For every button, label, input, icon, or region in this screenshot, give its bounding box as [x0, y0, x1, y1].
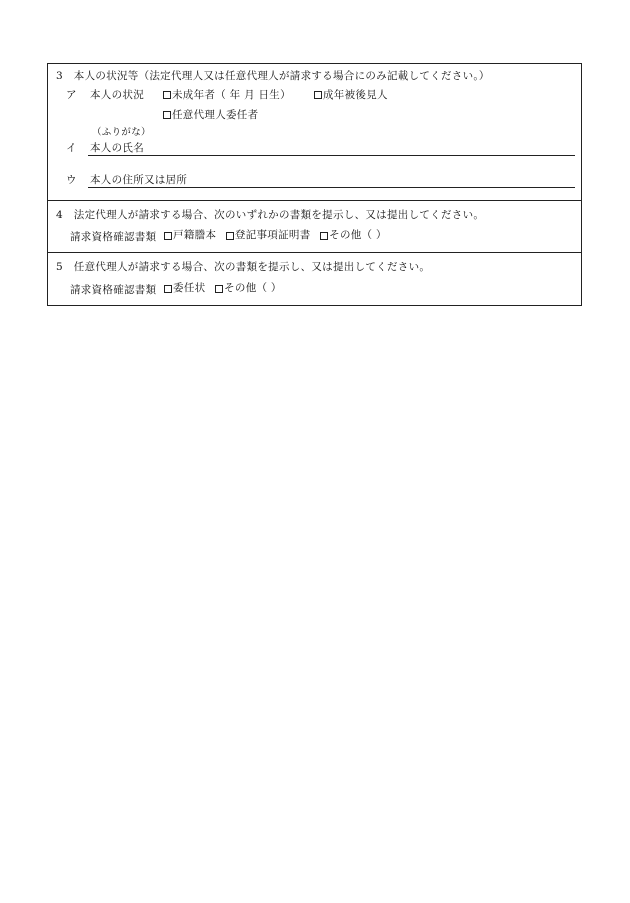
option-power-of-attorney[interactable] [164, 282, 205, 295]
checkbox-registry-certificate[interactable] [226, 232, 234, 240]
option-minor-label: 未成年者（ 年 月 日生） [172, 89, 291, 101]
furigana-label: （ふりがな） [92, 127, 151, 138]
section-5 [48, 252, 581, 305]
option-power-of-attorney-label: 委任状 [173, 282, 206, 294]
option-adult-ward[interactable] [314, 89, 388, 102]
checkbox-power-of-attorney[interactable] [164, 285, 172, 293]
option-family-register-label: 戸籍謄本 [173, 229, 217, 241]
option-principal[interactable] [163, 109, 258, 122]
checkbox-family-register[interactable] [164, 232, 172, 240]
item-a-marker: ア [66, 89, 77, 101]
option-adult-ward-label: 成年被後見人 [323, 89, 388, 101]
option-other-5-label: その他（ ） [224, 282, 282, 294]
option-minor[interactable] [163, 89, 291, 102]
section-3-heading: 3 本人の状況等（法定代理人又は任意代理人が請求する場合にのみ記載してください。） [56, 70, 490, 82]
option-registry-certificate[interactable] [226, 229, 311, 242]
option-registry-certificate-label: 登記事項証明書 [234, 229, 311, 241]
section-3 [48, 64, 581, 200]
option-principal-label: 任意代理人委任者 [172, 109, 259, 121]
checkbox-adult-ward[interactable] [314, 91, 322, 99]
name-field-line[interactable] [88, 155, 575, 156]
checkbox-principal[interactable] [163, 111, 171, 119]
section-5-docs [70, 282, 288, 297]
request-form-box [47, 63, 582, 306]
section-5-heading: 5 任意代理人が請求する場合、次の書類を提示し、又は提出してください。 [56, 261, 431, 273]
address-label: 本人の住所又は居所 [90, 174, 188, 186]
checkbox-other-5[interactable] [215, 285, 223, 293]
address-field-line[interactable] [88, 187, 575, 188]
option-other-5[interactable] [215, 282, 282, 295]
section-4-docs-label: 請求資格確認書類 [70, 230, 157, 243]
checkbox-minor[interactable] [163, 91, 171, 99]
section-4 [48, 200, 581, 252]
option-other-4-label: その他（ ） [329, 229, 387, 241]
name-label: 本人の氏名 [90, 142, 144, 154]
option-family-register[interactable] [164, 229, 216, 242]
checkbox-other-4[interactable] [320, 232, 328, 240]
item-u-marker: ウ [66, 174, 77, 186]
section-5-docs-label: 請求資格確認書類 [70, 283, 157, 296]
section-4-docs [70, 229, 393, 244]
option-other-4[interactable] [320, 229, 387, 242]
item-a-label: 本人の状況 [90, 89, 144, 101]
section-4-heading: 4 法定代理人が請求する場合、次のいずれかの書類を提示し、又は提出してください。 [56, 209, 485, 221]
item-i-marker: イ [66, 142, 77, 154]
